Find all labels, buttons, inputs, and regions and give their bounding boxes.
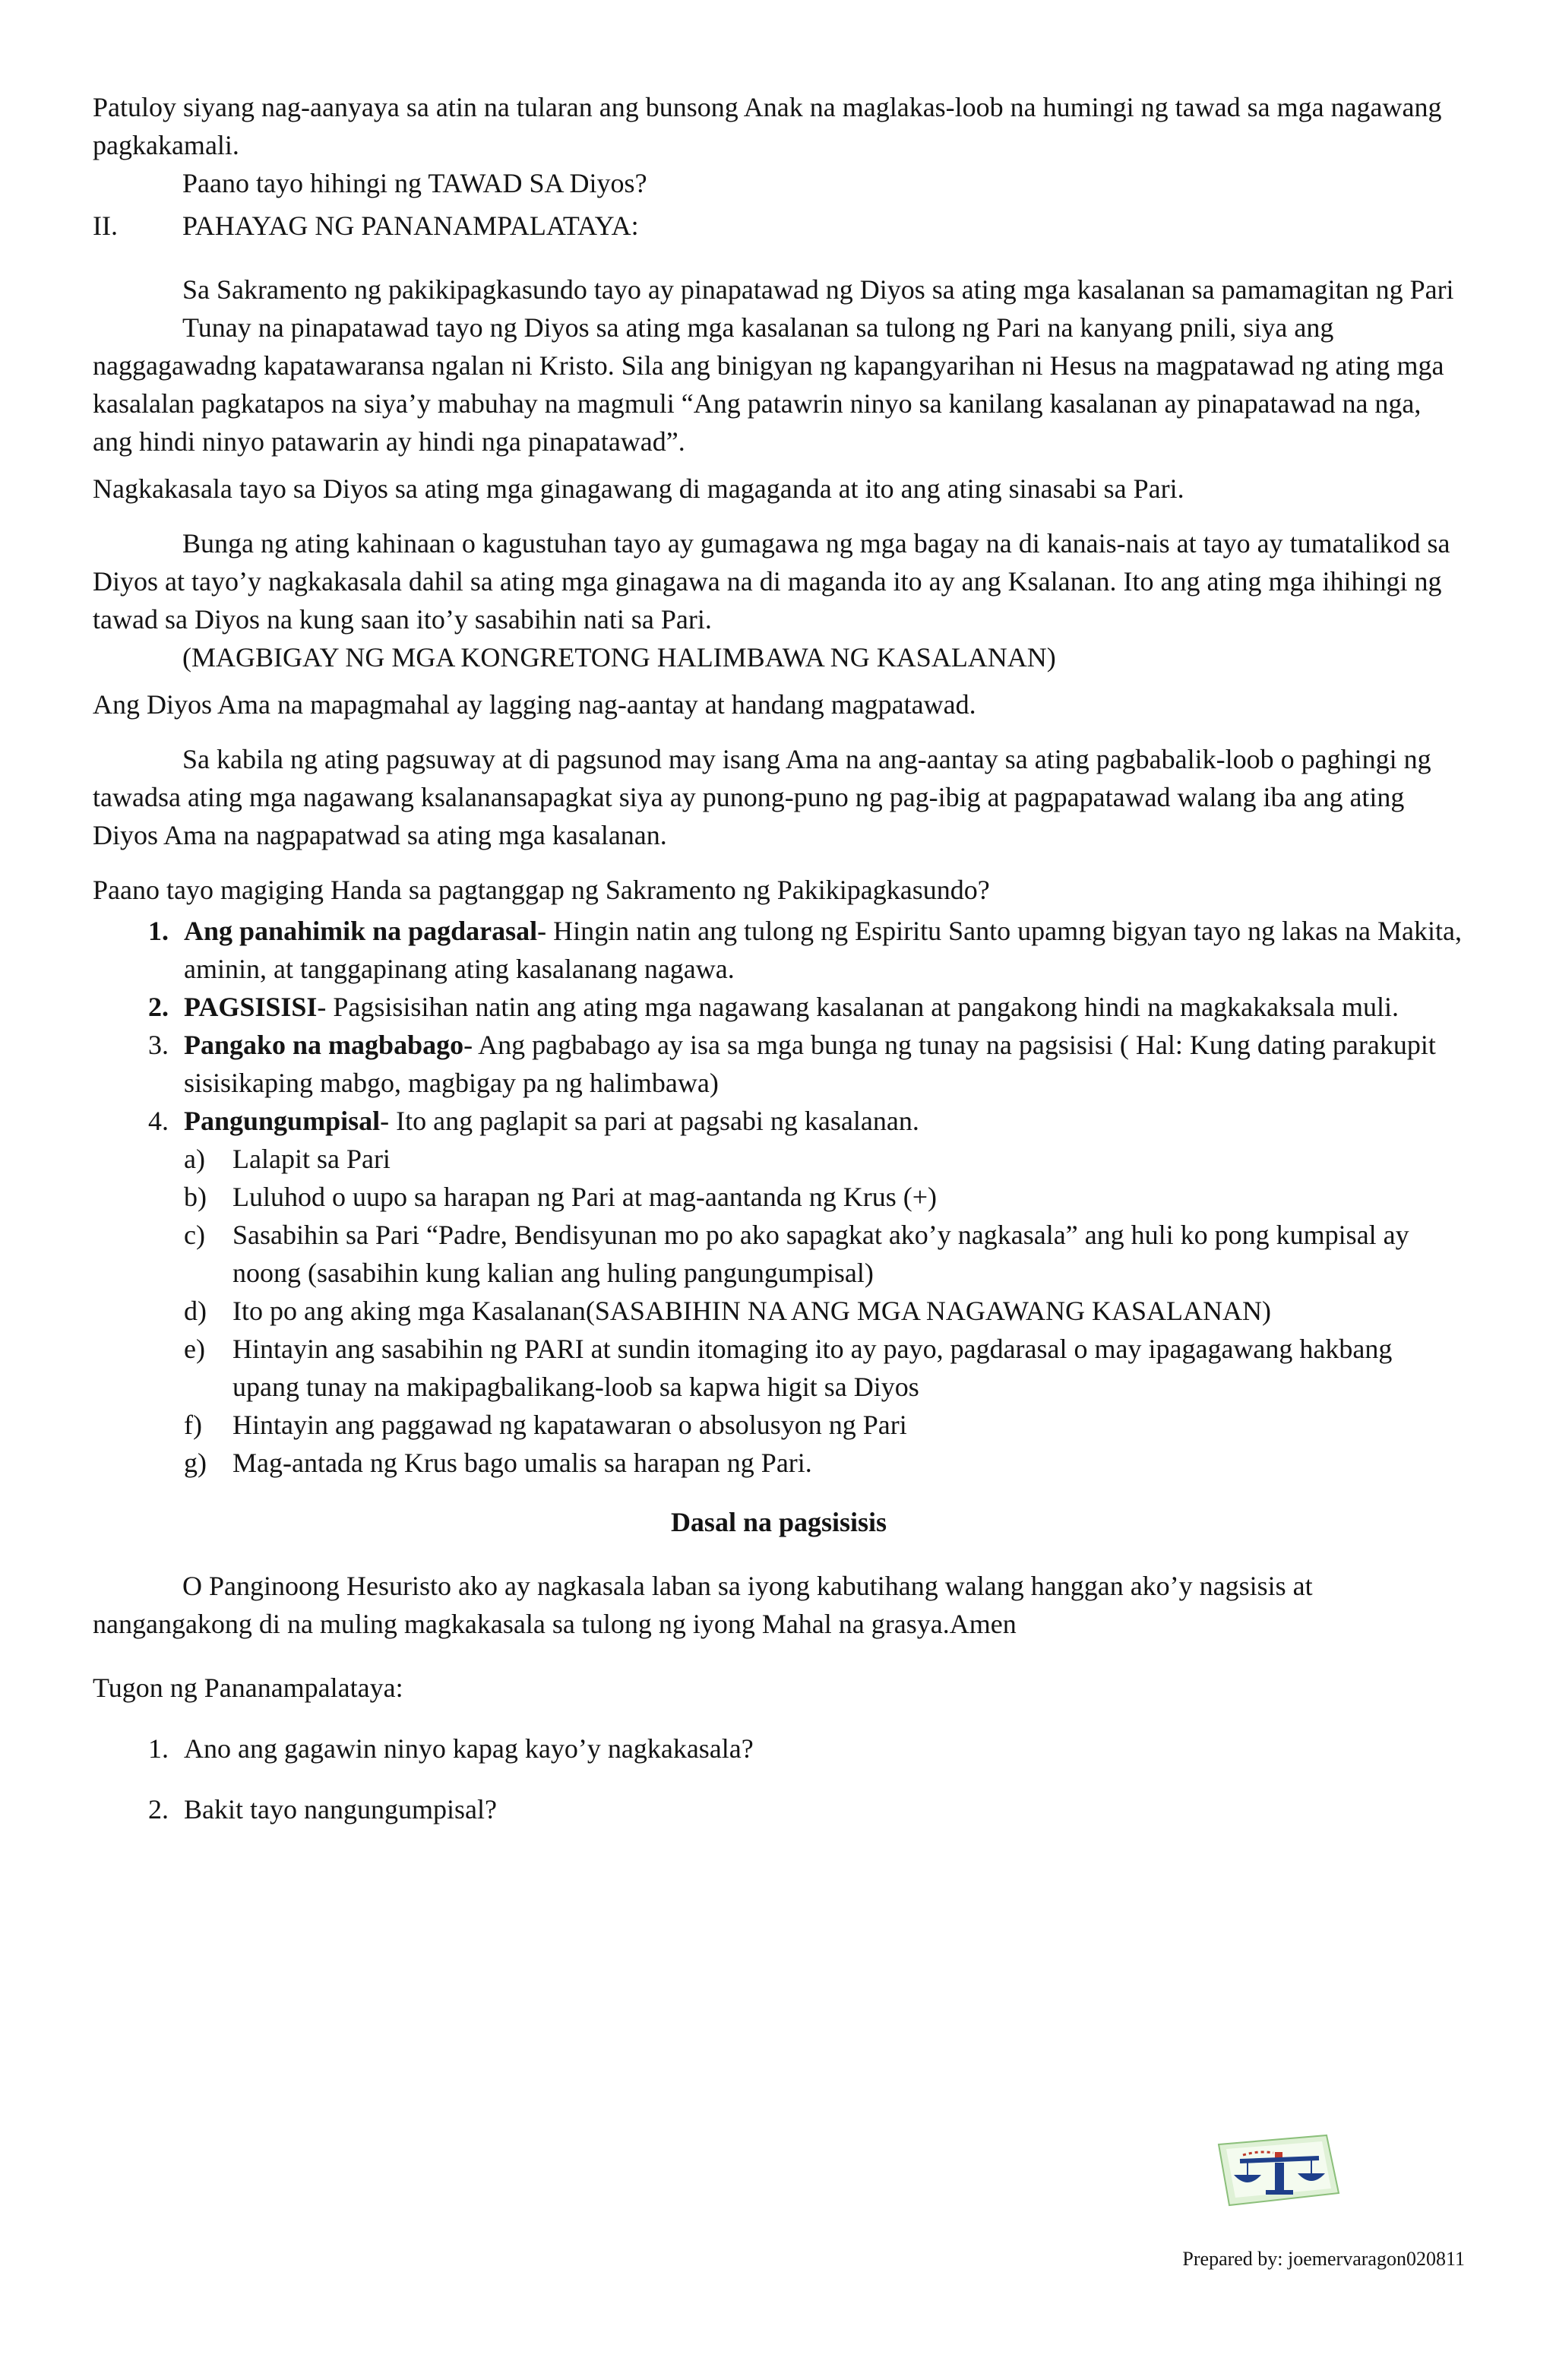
step-number: 2. xyxy=(148,992,169,1022)
list-item xyxy=(93,1730,1465,1768)
list-item xyxy=(184,1178,1465,1216)
substep-letter: f) xyxy=(184,1410,202,1440)
question-number: 1. xyxy=(148,1733,169,1764)
question-tawad: Paano tayo hihingi ng TAWAD SA Diyos? xyxy=(182,168,647,198)
list-item xyxy=(93,988,1465,1026)
document-page xyxy=(93,88,1465,1828)
step-number: 1. xyxy=(148,916,169,946)
list-item xyxy=(93,912,1465,988)
paragraph-bunga: Bunga ng ating kahinaan o kagustuhan tayo ay gumagawa ng mga bagay na di kanais-nais at tayo ay tumatalikod sa Diyos at tayo’y nagkakasala dahil sa ating mga ginagawa na di maganda ito ay ang Ksalanan. Ito ang ating mga ihihingi ng tawad sa Diyos na kung saan ito’y sasabihin nati sa Pari. xyxy=(93,528,1450,635)
substep-text: Sasabihin sa Pari “Padre, Bendisyunan mo po ako sapagkat ako’y nagkasala” ang huli ko pong kumpisal ay noong (sasabihin kung kalian ang huling pangungumpisal) xyxy=(232,1220,1409,1288)
paragraph-kabila: Sa kabila ng ating pagsuway at di pagsunod may isang Ama na ang-aantay sa ating pagbabalik-loob o paghingi ng tawadsa ating mga nagawang ksalanansapagkat siya ay punong-puno ng pag-ibig at pagpapatawad walang iba ang ating Diyos Ama na nagpapatwad sa ating mga kasalanan. xyxy=(93,744,1431,850)
list-item xyxy=(93,1790,1465,1828)
substep-text: Hintayin ang sasabihin ng PARI at sundin itomaging ito ay payo, pagdarasal o may ipagagawang hakbang upang tunay na makipagbalikang-loob sa kapwa higit sa Diyos xyxy=(232,1334,1393,1402)
list-item xyxy=(184,1330,1465,1406)
paragraph-sakramento: Sa Sakramento ng pakikipagkasundo tayo ay pinapatawad ng Diyos sa ating mga kasalanan sa pamamagitan ng Pari xyxy=(182,274,1454,305)
substep-letter: d) xyxy=(184,1296,207,1326)
response-title: Tugon ng Pananampalataya: xyxy=(93,1673,403,1703)
question-handa: Paano tayo magiging Handa sa pagtanggap ng Sakramento ng Pakikipagkasundo? xyxy=(93,875,990,905)
substep-letter: a) xyxy=(184,1144,205,1174)
substep-letter: c) xyxy=(184,1220,205,1250)
step-label: Ang panahimik na pagdarasal xyxy=(184,916,538,946)
step-text: - Ito ang paglapit sa pari at pagsabi ng kasalanan. xyxy=(380,1106,919,1136)
substep-letter: e) xyxy=(184,1334,205,1364)
step-text: - Ang pagbabago ay isa sa mga bunga ng tunay na pagsisisi ( Hal: Kung dating parakupit sisisikaping mabgo, magbigay pa ng halimbawa) xyxy=(184,1030,1436,1098)
substep-text: Luluhod o uupo sa harapan ng Pari at mag-aantanda ng Krus (+) xyxy=(232,1182,938,1212)
substep-text: Hintayin ang paggawad ng kapatawaran o absolusyon ng Pari xyxy=(232,1410,907,1440)
list-item xyxy=(184,1406,1465,1444)
substep-letter: b) xyxy=(184,1182,207,1212)
paragraph-tunay: Tunay na pinapatawad tayo ng Diyos sa ating mga kasalanan sa tulong ng Pari na kanyang pnili, siya ang naggagawadng kapatawaransa ngalan ni Kristo. Sila ang binigyan ng kapangyarihan ni Hesus na magpatawad ng ating mga kasalalan pagkatapos na siya’y mabuhay na magmuli “Ang patawrin ninyo sa kanilang kasalanan ay pinapatawad na nga, ang hindi ninyo patawarin ay hindi nga pinapatawad”. xyxy=(93,312,1444,457)
list-item xyxy=(184,1140,1465,1178)
prayer-text: O Panginoong Hesuristo ako ay nagkasala laban sa iyong kabutihang walang hanggan ako’y nagsisis at nangangakong di na muling magkakasala sa tulong ng iyong Mahal na grasya.Amen xyxy=(93,1571,1313,1639)
step-label: PAGSISISI xyxy=(184,992,318,1022)
list-item xyxy=(184,1292,1465,1330)
question-text: Bakit tayo nangungumpisal? xyxy=(184,1794,497,1825)
paragraph-diyos-ama: Ang Diyos Ama na mapagmahal ay lagging nag-aantay at handang magpatawad. xyxy=(93,689,976,720)
step-label: Pangako na magbabago xyxy=(184,1030,464,1060)
section-heading xyxy=(93,207,1465,245)
intro-paragraph: Patuloy siyang nag-aanyaya sa atin na tularan ang bunsong Anak na maglakas-loob na humingi ng tawad sa mga nagawang pagkakamali. xyxy=(93,92,1442,160)
step-text: - Hingin natin ang tulong ng Espiritu Santo upamng bigyan tayo ng lakas na Makita, aminin, at tanggapinang ating kasalanang nagawa. xyxy=(184,916,1462,984)
scales-of-justice-icon xyxy=(1213,2132,1342,2208)
list-item xyxy=(184,1444,1465,1482)
list-item xyxy=(93,1102,1465,1482)
list-item xyxy=(93,1026,1465,1102)
step-number: 4. xyxy=(148,1106,169,1136)
question-text: Ano ang gagawin ninyo kapag kayo’y nagkakasala? xyxy=(184,1733,754,1764)
substep-letter: g) xyxy=(184,1448,207,1478)
step-number: 3. xyxy=(148,1030,169,1060)
substep-text: Mag-antada ng Krus bago umalis sa harapan ng Pari. xyxy=(232,1448,812,1478)
prepared-by-footer: Prepared by: joemervaragon020811 xyxy=(1182,2248,1465,2270)
section-number: II. xyxy=(93,210,118,241)
substeps-list xyxy=(184,1140,1465,1482)
paragraph-nagkakasala: Nagkakasala tayo sa Diyos sa ating mga ginagawang di magaganda at ito ang ating sinasabi sa Pari. xyxy=(93,473,1184,504)
response-questions xyxy=(93,1730,1465,1828)
step-label: Pangungumpisal xyxy=(184,1106,381,1136)
substep-text: Lalapit sa Pari xyxy=(232,1144,391,1174)
step-text: - Pagsisisihan natin ang ating mga nagawang kasalanan at pangakong hindi na magkakaksala muli. xyxy=(317,992,1399,1022)
question-number: 2. xyxy=(148,1794,169,1825)
section-title: PAHAYAG NG PANANAMPALATAYA: xyxy=(182,210,639,241)
list-item xyxy=(184,1216,1465,1292)
paragraph-halimbawa: (MAGBIGAY NG MGA KONGRETONG HALIMBAWA NG KASALANAN) xyxy=(182,642,1056,673)
prayer-title: Dasal na pagsisisis xyxy=(670,1507,887,1537)
substep-text: Ito po ang aking mga Kasalanan(SASABIHIN NA ANG MGA NAGAWANG KASALANAN) xyxy=(232,1296,1271,1326)
steps-list xyxy=(93,912,1465,1482)
